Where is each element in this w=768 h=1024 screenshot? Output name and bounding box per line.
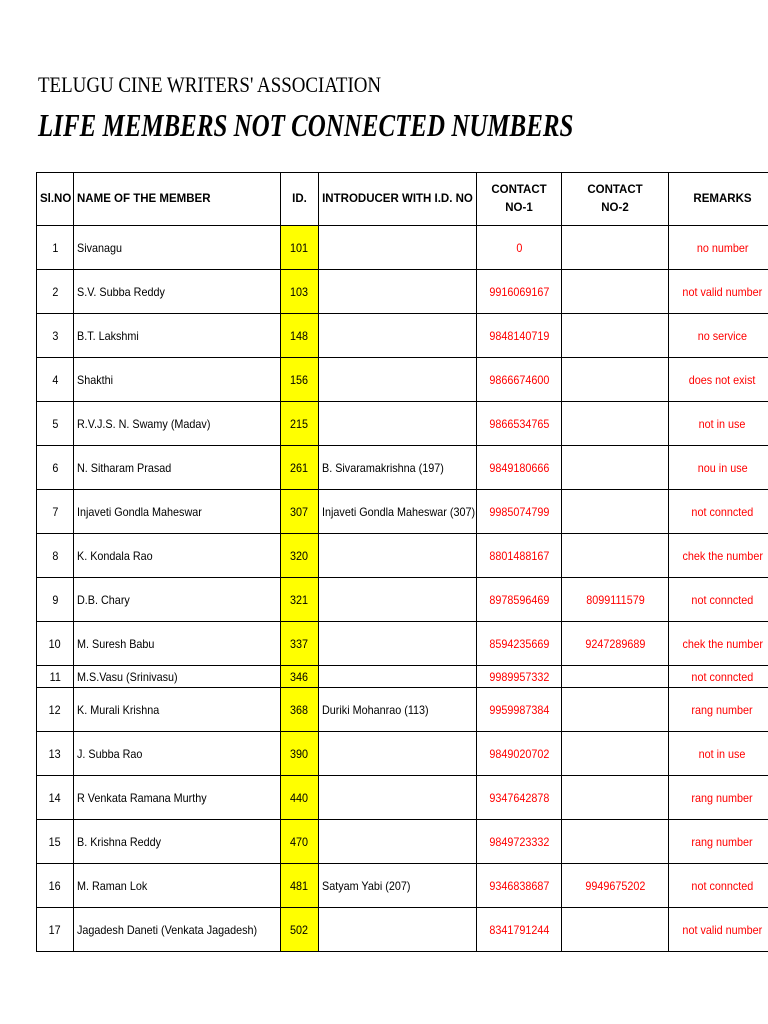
- sl-no-cell: 15: [37, 820, 74, 864]
- member-name-cell: Jagadesh Daneti (Venkata Jagadesh): [74, 908, 281, 952]
- member-name-cell: Injaveti Gondla Maheswar: [74, 490, 281, 534]
- contact-2-cell: [562, 820, 669, 864]
- member-name-cell: M. Suresh Babu: [74, 622, 281, 666]
- header-contact-2: CONTACT NO-2: [562, 173, 669, 226]
- sl-no-cell: 9: [37, 578, 74, 622]
- introducer-cell: [319, 622, 477, 666]
- sl-no-cell: 16: [37, 864, 74, 908]
- sl-no-cell: 12: [37, 688, 74, 732]
- member-id-cell: 470: [281, 820, 319, 864]
- introducer-cell: [319, 776, 477, 820]
- introducer-cell: Satyam Yabi (207): [319, 864, 477, 908]
- table-row: [37, 270, 768, 314]
- introducer-cell: [319, 732, 477, 776]
- sl-no-cell: 10: [37, 622, 74, 666]
- contact-2-cell: 9949675202: [562, 864, 669, 908]
- remarks-cell: chek the number: [669, 622, 768, 666]
- remarks-cell: not conncted: [669, 490, 768, 534]
- member-id-cell: 215: [281, 402, 319, 446]
- remarks-cell: nou in use: [669, 446, 768, 490]
- members-table: [36, 172, 768, 952]
- contact-2-cell: [562, 226, 669, 270]
- contact-1-cell: 8341791244: [477, 908, 562, 952]
- introducer-cell: Injaveti Gondla Maheswar (307): [319, 490, 477, 534]
- remarks-cell: no service: [669, 314, 768, 358]
- table-row: [37, 666, 768, 688]
- header-sl-no: Sl.NO: [37, 173, 74, 226]
- table-row: [37, 622, 768, 666]
- table-row: [37, 908, 768, 952]
- member-name-cell: M. Raman Lok: [74, 864, 281, 908]
- table-row: [37, 314, 768, 358]
- table-row: [37, 490, 768, 534]
- remarks-cell: not conncted: [669, 578, 768, 622]
- member-name-cell: J. Subba Rao: [74, 732, 281, 776]
- sl-no-cell: 14: [37, 776, 74, 820]
- contact-1-cell: 9866534765: [477, 402, 562, 446]
- table-row: [37, 820, 768, 864]
- header-member-name: NAME OF THE MEMBER: [74, 173, 281, 226]
- header-remarks: REMARKS: [669, 173, 768, 226]
- contact-1-cell: 9346838687: [477, 864, 562, 908]
- member-id-cell: 502: [281, 908, 319, 952]
- sl-no-cell: 7: [37, 490, 74, 534]
- member-id-cell: 440: [281, 776, 319, 820]
- contact-2-cell: 9247289689: [562, 622, 669, 666]
- contact-2-cell: [562, 688, 669, 732]
- member-name-cell: N. Sitharam Prasad: [74, 446, 281, 490]
- remarks-cell: does not exist: [669, 358, 768, 402]
- remarks-cell: not valid number: [669, 908, 768, 952]
- introducer-cell: [319, 226, 477, 270]
- member-id-cell: 320: [281, 534, 319, 578]
- contact-1-cell: 9916069167: [477, 270, 562, 314]
- introducer-cell: [319, 402, 477, 446]
- header-id: ID.: [281, 173, 319, 226]
- member-name-cell: Shakthi: [74, 358, 281, 402]
- contact-2-cell: [562, 776, 669, 820]
- remarks-cell: chek the number: [669, 534, 768, 578]
- table-row: [37, 446, 768, 490]
- member-id-cell: 101: [281, 226, 319, 270]
- introducer-cell: [319, 908, 477, 952]
- member-name-cell: B.T. Lakshmi: [74, 314, 281, 358]
- sl-no-cell: 17: [37, 908, 74, 952]
- remarks-cell: rang number: [669, 820, 768, 864]
- remarks-cell: not in use: [669, 402, 768, 446]
- contact-2-cell: [562, 666, 669, 688]
- sl-no-cell: 13: [37, 732, 74, 776]
- members-table-body: [37, 226, 768, 952]
- introducer-cell: [319, 270, 477, 314]
- table-row: [37, 226, 768, 270]
- member-id-cell: 390: [281, 732, 319, 776]
- remarks-cell: rang number: [669, 776, 768, 820]
- table-row: [37, 358, 768, 402]
- remarks-cell: not conncted: [669, 666, 768, 688]
- introducer-cell: [319, 578, 477, 622]
- member-name-cell: R.V.J.S. N. Swamy (Madav): [74, 402, 281, 446]
- introducer-cell: [319, 534, 477, 578]
- contact-2-cell: [562, 402, 669, 446]
- contact-2-cell: 8099111579: [562, 578, 669, 622]
- contact-1-cell: 9985074799: [477, 490, 562, 534]
- member-id-cell: 156: [281, 358, 319, 402]
- document-title: LIFE MEMBERS NOT CONNECTED NUMBERS: [38, 107, 574, 143]
- contact-2-cell: [562, 358, 669, 402]
- sl-no-cell: 2: [37, 270, 74, 314]
- table-row: [37, 578, 768, 622]
- contact-2-cell: [562, 732, 669, 776]
- table-row: [37, 534, 768, 578]
- member-id-cell: 307: [281, 490, 319, 534]
- sl-no-cell: 1: [37, 226, 74, 270]
- table-row: [37, 402, 768, 446]
- remarks-cell: not valid number: [669, 270, 768, 314]
- introducer-cell: B. Sivaramakrishna (197): [319, 446, 477, 490]
- remarks-cell: rang number: [669, 688, 768, 732]
- table-row: [37, 688, 768, 732]
- contact-1-cell: 9866674600: [477, 358, 562, 402]
- header-introducer: INTRODUCER WITH I.D. NO: [319, 173, 477, 226]
- member-name-cell: K. Kondala Rao: [74, 534, 281, 578]
- contact-1-cell: 0: [477, 226, 562, 270]
- sl-no-cell: 4: [37, 358, 74, 402]
- member-id-cell: 337: [281, 622, 319, 666]
- contact-2-cell: [562, 314, 669, 358]
- sl-no-cell: 11: [37, 666, 74, 688]
- contact-1-cell: 9849723332: [477, 820, 562, 864]
- member-name-cell: D.B. Chary: [74, 578, 281, 622]
- member-name-cell: K. Murali Krishna: [74, 688, 281, 732]
- member-id-cell: 481: [281, 864, 319, 908]
- organization-name: TELUGU CINE WRITERS' ASSOCIATION: [38, 72, 382, 97]
- contact-2-cell: [562, 908, 669, 952]
- contact-1-cell: 9848140719: [477, 314, 562, 358]
- remarks-cell: not in use: [669, 732, 768, 776]
- contact-1-cell: 9849020702: [477, 732, 562, 776]
- member-name-cell: R Venkata Ramana Murthy: [74, 776, 281, 820]
- introducer-cell: [319, 358, 477, 402]
- member-id-cell: 368: [281, 688, 319, 732]
- sl-no-cell: 3: [37, 314, 74, 358]
- contact-1-cell: 8594235669: [477, 622, 562, 666]
- contact-1-cell: 9989957332: [477, 666, 562, 688]
- member-id-cell: 103: [281, 270, 319, 314]
- member-name-cell: B. Krishna Reddy: [74, 820, 281, 864]
- member-name-cell: M.S.Vasu (Srinivasu): [74, 666, 281, 688]
- contact-2-cell: [562, 490, 669, 534]
- member-id-cell: 321: [281, 578, 319, 622]
- introducer-cell: Duriki Mohanrao (113): [319, 688, 477, 732]
- member-id-cell: 261: [281, 446, 319, 490]
- remarks-cell: no number: [669, 226, 768, 270]
- introducer-cell: [319, 666, 477, 688]
- remarks-cell: not conncted: [669, 864, 768, 908]
- table-row: [37, 732, 768, 776]
- contact-2-cell: [562, 446, 669, 490]
- table-row: [37, 776, 768, 820]
- introducer-cell: [319, 820, 477, 864]
- header-contact-1: CONTACT NO-1: [477, 173, 562, 226]
- sl-no-cell: 6: [37, 446, 74, 490]
- sl-no-cell: 5: [37, 402, 74, 446]
- member-id-cell: 346: [281, 666, 319, 688]
- contact-2-cell: [562, 270, 669, 314]
- member-name-cell: S.V. Subba Reddy: [74, 270, 281, 314]
- sl-no-cell: 8: [37, 534, 74, 578]
- member-name-cell: Sivanagu: [74, 226, 281, 270]
- introducer-cell: [319, 314, 477, 358]
- table-row: [37, 864, 768, 908]
- member-id-cell: 148: [281, 314, 319, 358]
- contact-2-cell: [562, 534, 669, 578]
- table-header-row: [37, 173, 768, 226]
- contact-1-cell: 8978596469: [477, 578, 562, 622]
- contact-1-cell: 9347642878: [477, 776, 562, 820]
- contact-1-cell: 9959987384: [477, 688, 562, 732]
- contact-1-cell: 8801488167: [477, 534, 562, 578]
- contact-1-cell: 9849180666: [477, 446, 562, 490]
